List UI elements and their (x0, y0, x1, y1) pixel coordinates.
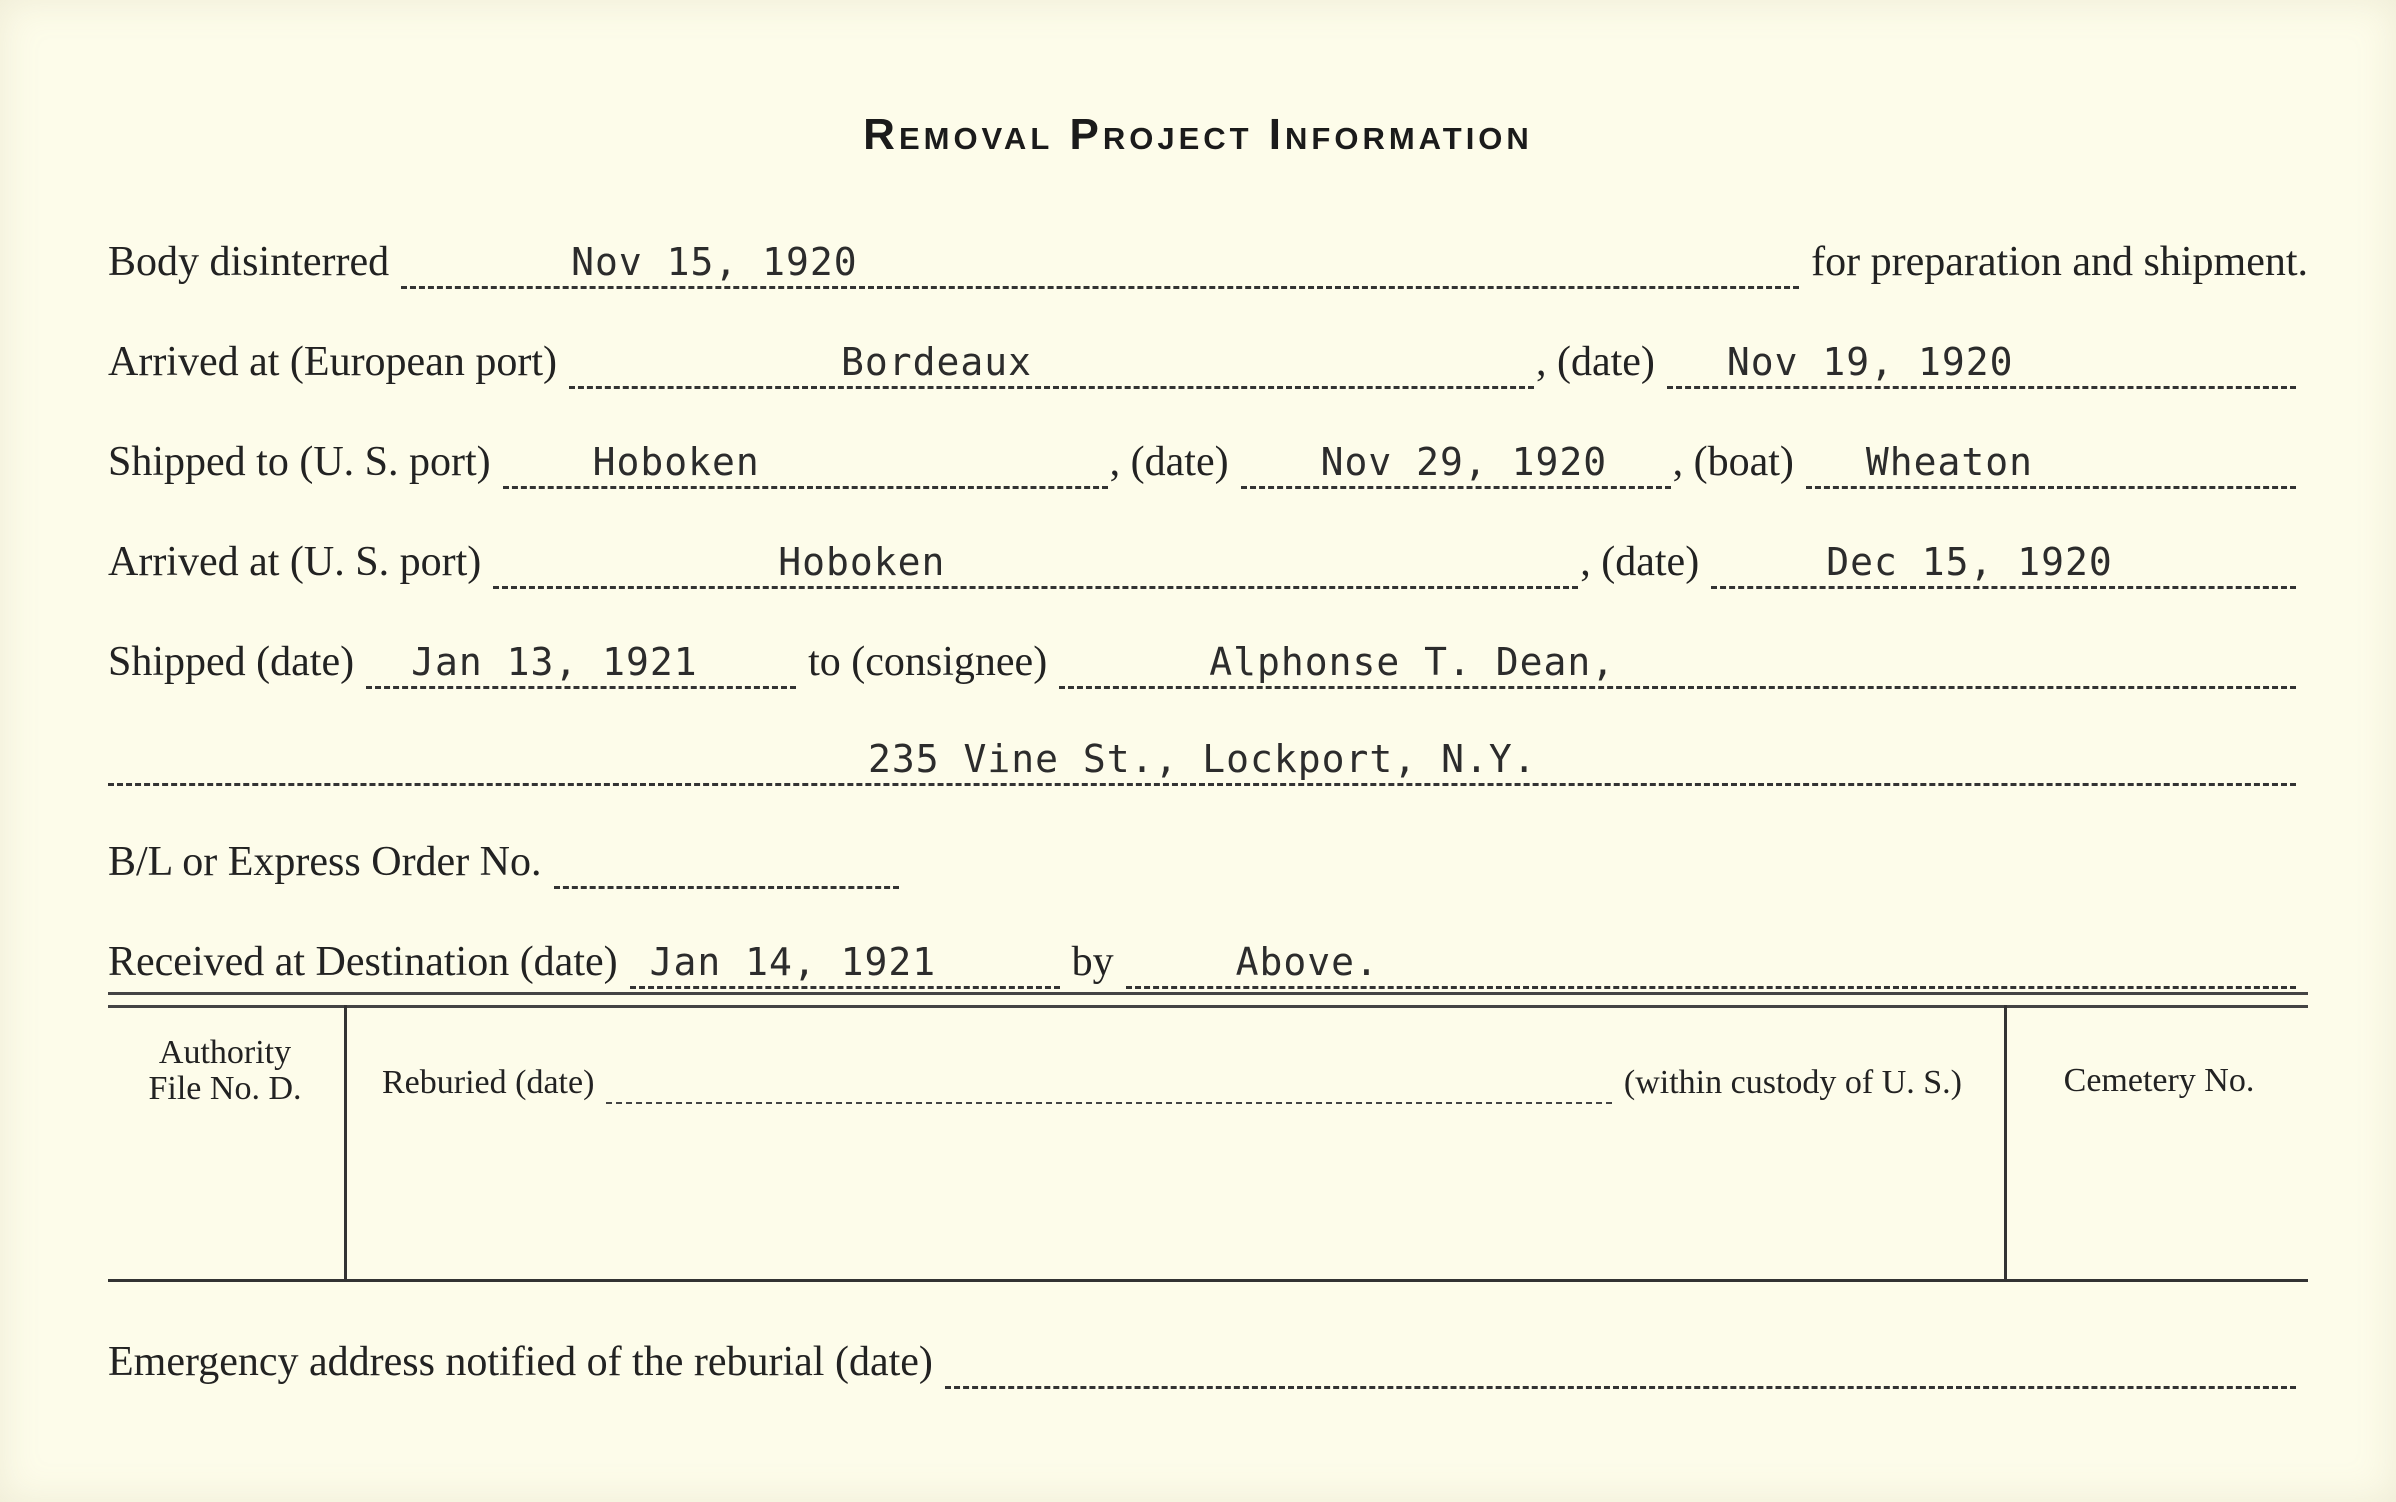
reburied-label: Reburied (date) (382, 1064, 595, 1101)
body-disinterred-value: Nov 15, 1920 (571, 240, 858, 284)
row-european-port (108, 325, 2308, 389)
european-date-label: , (date) (1535, 339, 1655, 385)
shipped-date-field[interactable] (1241, 440, 1671, 489)
row-consignee-address (108, 722, 2308, 786)
arrived-us-date-label: , (date) (1580, 539, 1700, 585)
row-shipped-us-port (108, 425, 2308, 489)
received-date-field[interactable] (630, 940, 1060, 989)
body-disinterred-label: Body disinterred (108, 239, 390, 285)
file-no-label: File No. D. (148, 1069, 302, 1107)
shipped-date-row-label: Shipped (date) (108, 639, 355, 685)
row-body-disinterred (108, 225, 2308, 289)
consignee-value: Alphonse T. Dean, (1209, 640, 1616, 684)
row-emergency-address (108, 1325, 2308, 1389)
body-disinterred-field[interactable] (401, 240, 1799, 289)
shipped-consignee-date-value: Jan 13, 1921 (411, 640, 698, 684)
row-bl-order (108, 825, 2308, 889)
arrived-us-port-label: Arrived at (U. S. port) (108, 539, 482, 585)
european-port-field[interactable] (569, 340, 1534, 389)
european-date-value: Nov 19, 1920 (1726, 340, 2014, 384)
shipped-consignee-date-field[interactable] (366, 640, 796, 689)
shipped-date-value: Nov 29, 1920 (1320, 440, 1608, 484)
table-column-divider (2004, 1005, 2007, 1279)
received-by-label: by (1071, 939, 1114, 985)
received-destination-label: Received at Destination (date) (108, 939, 618, 985)
arrived-us-date-value: Dec 15, 1920 (1826, 540, 2113, 584)
arrived-us-date-field[interactable] (1711, 540, 2296, 589)
arrived-us-port-value: Hoboken (778, 540, 946, 584)
consignee-label: to (consignee) (808, 639, 1048, 685)
boat-value: Wheaton (1865, 440, 2034, 484)
cemetery-no-label: Cemetery No. (2063, 1062, 2255, 1099)
row-shipped-consignee (108, 625, 2308, 689)
boat-label: , (boat) (1672, 439, 1794, 485)
table-bottom-divider (108, 1279, 2308, 1282)
arrived-us-port-field[interactable] (493, 540, 1578, 589)
shipped-us-port-value: Hoboken (592, 440, 760, 484)
custody-label: (within custody of U. S.) (1623, 1064, 1962, 1101)
emergency-address-label: Emergency address notified of the reburial (date) (108, 1339, 933, 1385)
form-title: Removal Project Information (863, 110, 1533, 159)
shipped-us-port-field[interactable] (503, 440, 1108, 489)
bl-order-field[interactable] (554, 846, 899, 889)
row-arrived-us-port (108, 525, 2308, 589)
consignee-address-field[interactable] (108, 737, 2296, 786)
european-port-label: Arrived at (European port) (108, 339, 557, 385)
received-date-value: Jan 14, 1921 (649, 940, 937, 984)
european-date-field[interactable] (1667, 340, 2296, 389)
received-by-field[interactable] (1126, 940, 2296, 989)
consignee-address-value: 235 Vine St., Lockport, N.Y. (868, 737, 1537, 781)
row-received-destination (108, 925, 2308, 989)
boat-field[interactable] (1806, 440, 2296, 489)
shipped-date-label: , (date) (1109, 439, 1229, 485)
reburied-date-field[interactable] (606, 1068, 1612, 1104)
bl-order-label: B/L or Express Order No. (108, 839, 542, 885)
received-by-value: Above. (1235, 940, 1379, 984)
authority-file-cell (118, 1035, 332, 1106)
authority-label: Authority (158, 1034, 292, 1071)
reburied-row (382, 1060, 1962, 1104)
preparation-shipment-label: for preparation and shipment. (1811, 239, 2308, 285)
table-column-divider (344, 1005, 347, 1279)
table-top-divider (108, 992, 2308, 1008)
european-port-value: Bordeaux (840, 340, 1033, 384)
emergency-date-field[interactable] (945, 1346, 2296, 1389)
shipped-us-port-label: Shipped to (U. S. port) (108, 439, 491, 485)
consignee-field[interactable] (1059, 640, 2296, 689)
